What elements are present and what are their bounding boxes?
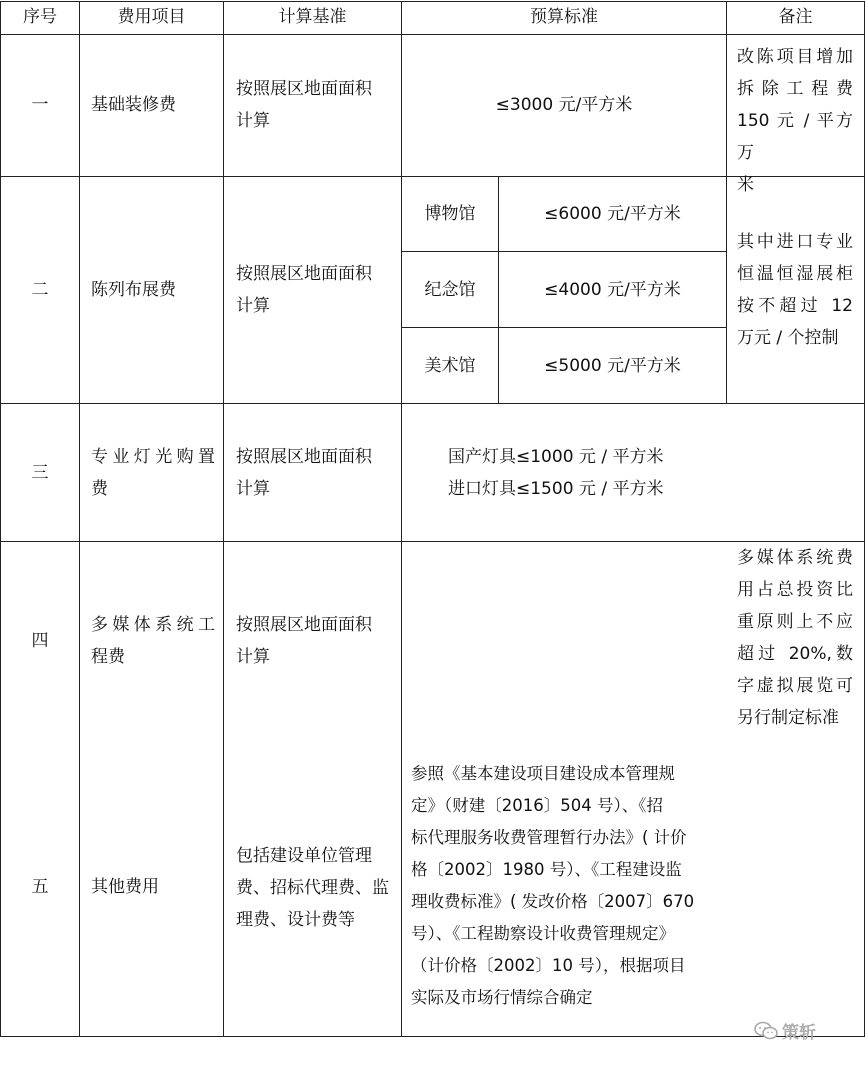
col-line-4-row1 <box>726 34 727 176</box>
row-4-basis: 按照展区地面面积 计算 <box>236 615 372 667</box>
watermark <box>754 1018 816 1043</box>
row-1-bottom-line <box>0 176 865 177</box>
row-2-basis: 按照展区地面面积 计算 <box>236 264 372 316</box>
row-4-item: 多媒体系统工 程费 <box>91 615 215 667</box>
col-line-2 <box>223 1 224 1037</box>
row-1-budget: ≤3000 元/平方米 <box>495 95 633 115</box>
row-2-budget-1: ≤6000 元/平方米 <box>544 204 681 224</box>
sub-row-line-1 <box>401 251 726 252</box>
row-2-budget-2: ≤4000 元/平方米 <box>544 280 681 300</box>
row-2-item: 陈列布展费 <box>91 280 176 300</box>
table-border-bottom <box>0 1036 865 1037</box>
row-2-venue-2: 纪念馆 <box>424 280 476 300</box>
header-item: 费用项目 <box>117 7 186 27</box>
header-budget: 预算标准 <box>530 7 598 27</box>
header-basis: 计算基准 <box>278 7 347 27</box>
row-4-note: 多媒体系统费 用占总投资比 重原则上不应 超过 20%,数 字虚拟展览可 另行制定标准 <box>737 548 853 728</box>
header-note: 备注 <box>778 7 813 27</box>
row-1-basis: 按照展区地面面积 计算 <box>236 79 372 131</box>
col-line-3 <box>401 1 402 1037</box>
row-2-budget-3: ≤5000 元/平方米 <box>544 356 681 376</box>
row-1-item: 基础装修费 <box>91 95 176 115</box>
col-line-4-row2 <box>726 176 727 403</box>
row-1-note: 改陈项目增加 拆除工程费 150 元 / 平方万 米 <box>737 47 853 195</box>
row-3-bottom-line <box>0 541 865 542</box>
row-2-bottom-line <box>0 403 865 404</box>
row-2-note: 其中进口专业 恒温恒湿展柜 按不超过 12 万元 / 个控制 <box>737 232 853 348</box>
row-2-index: 二 <box>31 280 49 300</box>
row-5-index: 五 <box>31 877 49 897</box>
row-5-item: 其他费用 <box>91 877 159 897</box>
row-1-index: 一 <box>31 95 49 115</box>
row-2-venue-1: 博物馆 <box>424 204 476 224</box>
row-3-basis: 按照展区地面面积 计算 <box>236 447 372 499</box>
header-index: 序号 <box>23 7 57 27</box>
row-3-index: 三 <box>31 463 49 483</box>
row-3-item: 专业灯光购置 费 <box>91 447 215 499</box>
row-3-budget: 国产灯具≤1000 元 / 平方米 进口灯具≤1500 元 / 平方米 <box>448 447 664 499</box>
row-5-budget: 参照《基本建设项目建设成本管理规 定》（财建〔2016〕504 号）、《招 标代理服务收费管理暂行办法》( 计价 格〔2002〕1980 号）、《工程建设监 理收费标准》( 发改价格〔2007〕670 号）、《工程勘察设计收费管理规定》 （计价格〔2002〕10 号），根据项目 实际及市场行情综合确定 <box>411 764 695 1007</box>
row-4-index: 四 <box>31 631 49 651</box>
watermark-text: 策斩 <box>782 1023 816 1043</box>
row-5-basis: 包括建设单位管理 费、招标代理费、监 理费、设计费等 <box>236 846 389 930</box>
header-bottom-line <box>0 34 865 35</box>
sub-row-line-2 <box>401 327 726 328</box>
row-2-venue-3: 美术馆 <box>424 356 476 376</box>
wechat-icon <box>754 1021 778 1041</box>
